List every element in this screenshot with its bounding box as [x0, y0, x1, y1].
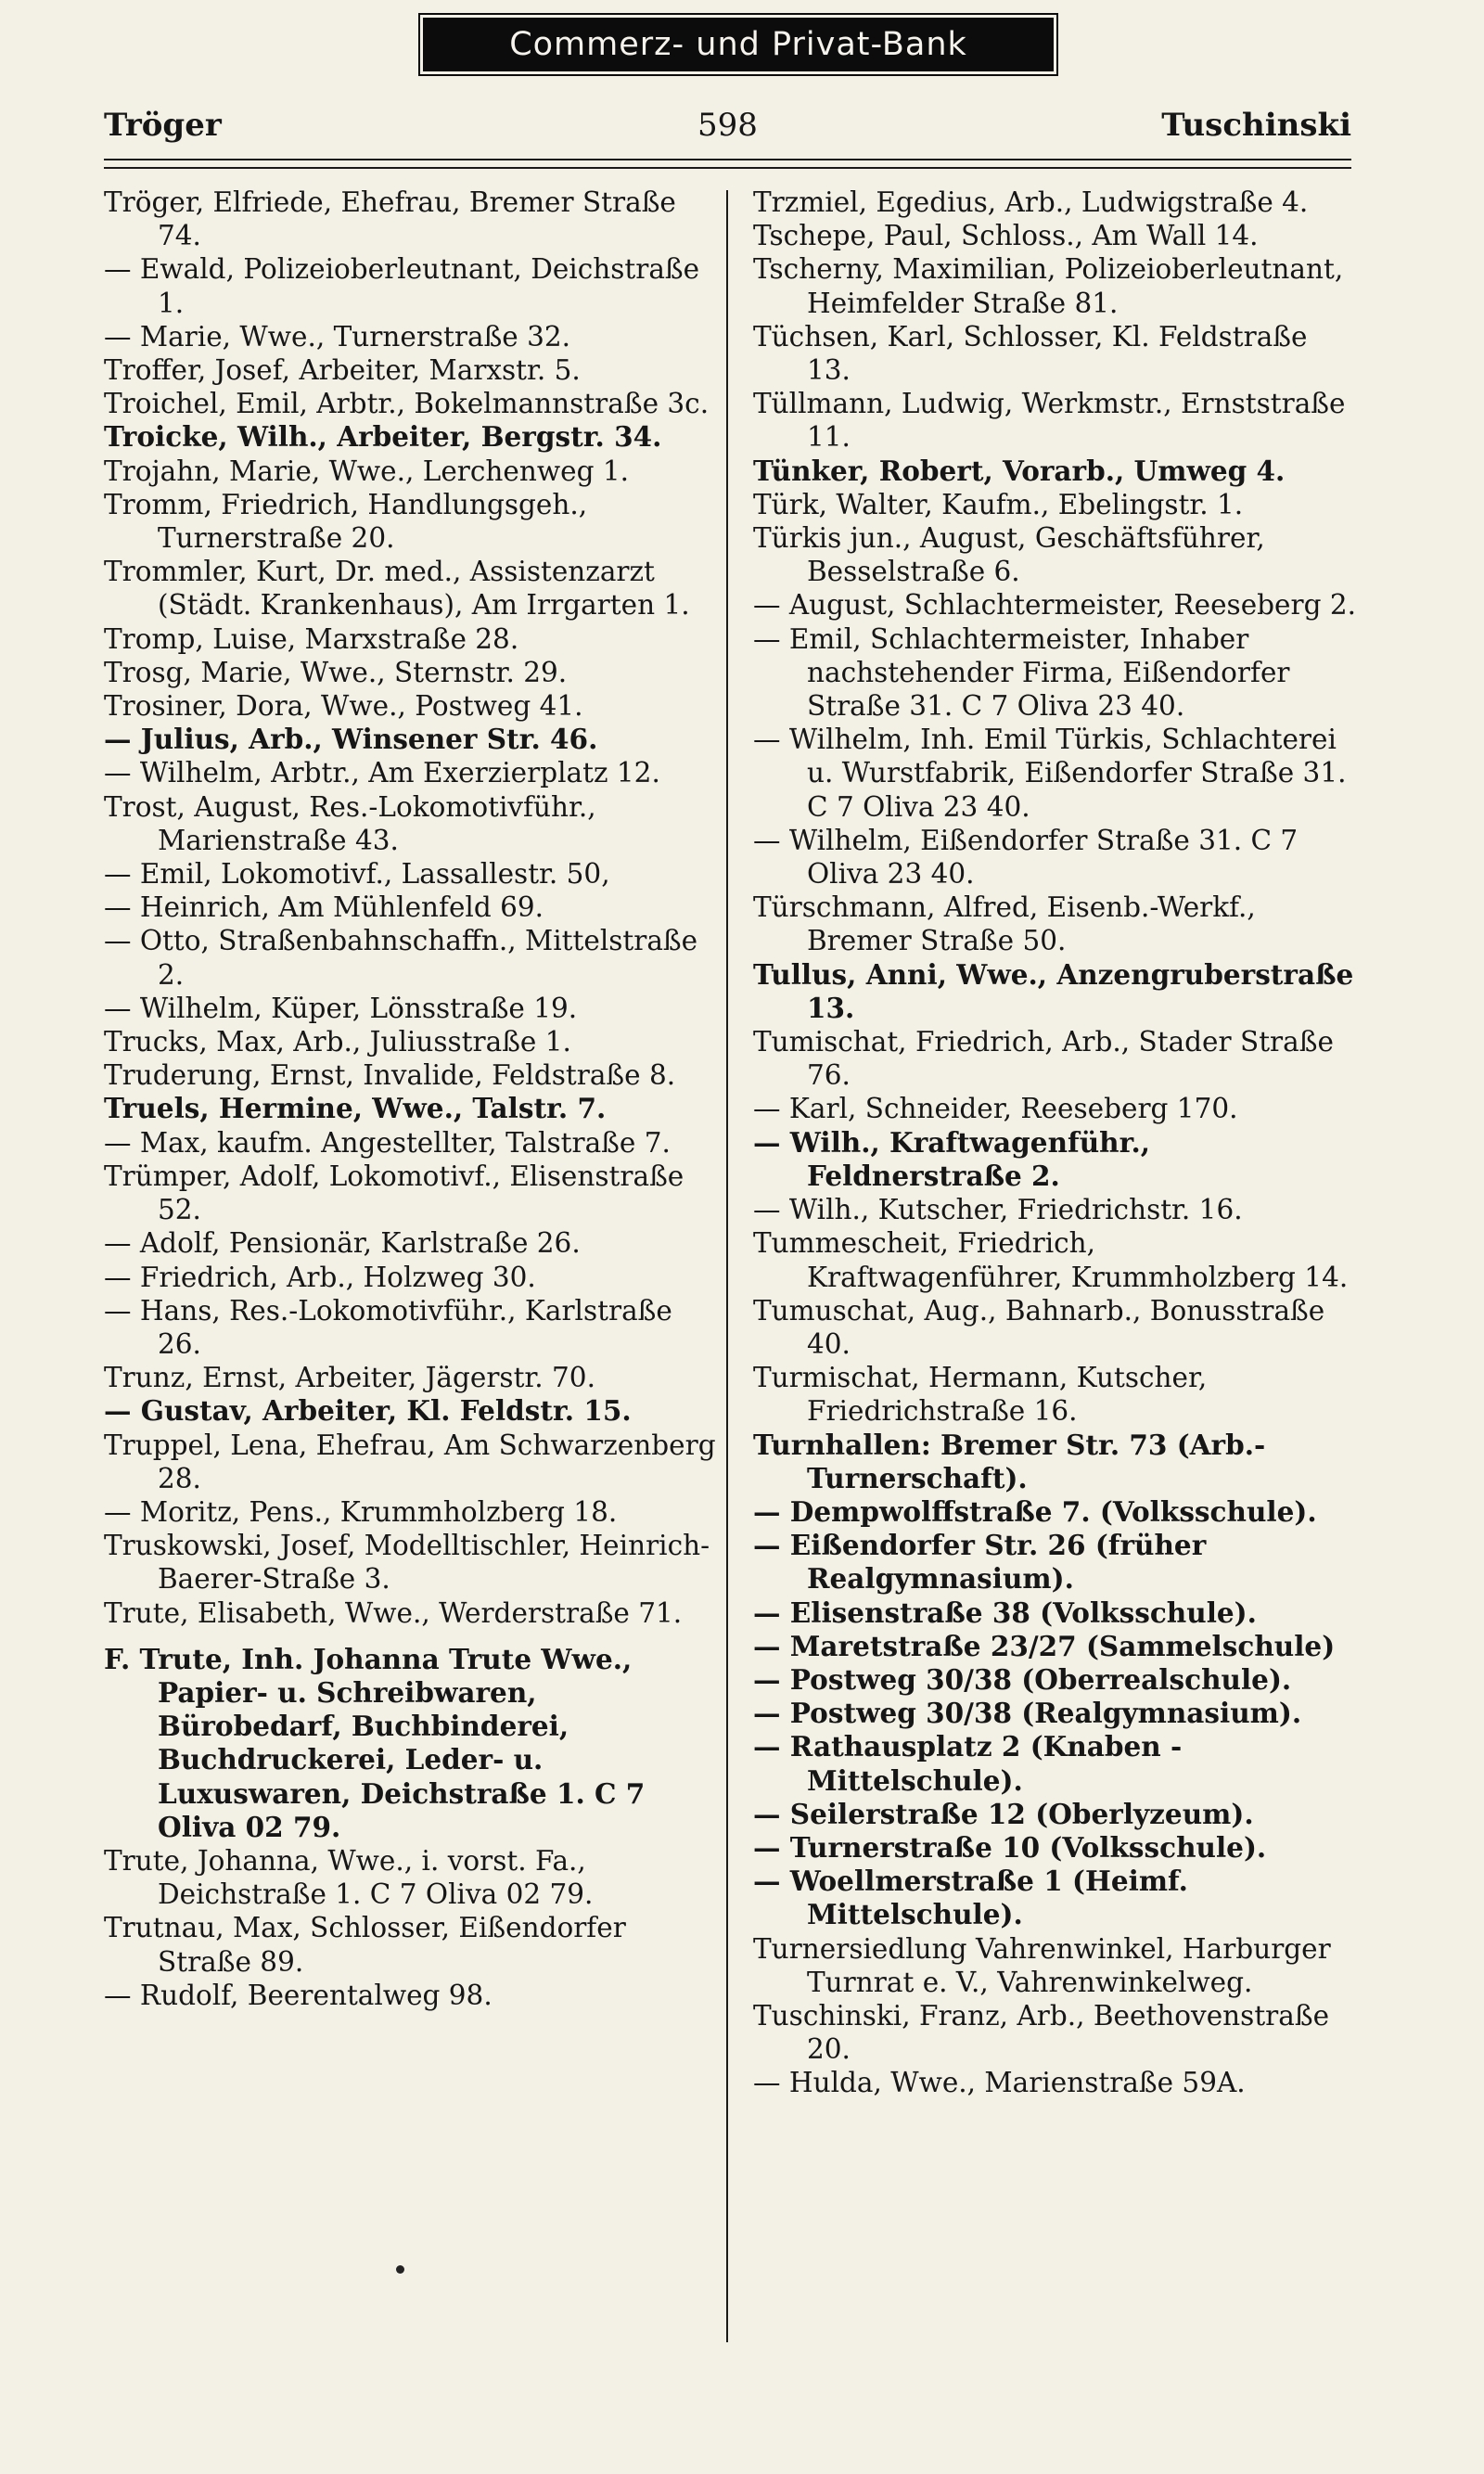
- directory-entry: Tromm, Friedrich, Handlungsgeh., Turnerstraße 20.: [104, 488, 588, 555]
- directory-entry: — Otto, Straßenbahnschaffn., Mittelstraße 2.: [104, 925, 698, 991]
- directory-entry: — Rudolf, Beerentalweg 98.: [104, 1979, 493, 2011]
- directory-entry: Tromp, Luise, Marxstraße 28.: [104, 622, 519, 655]
- header-first-entry: Tröger: [104, 107, 222, 144]
- directory-entry: — Ewald, Polizeioberleutnant, Deichstraße 1.: [104, 253, 700, 319]
- ink-dot: [396, 2265, 404, 2274]
- page-header: [104, 107, 1351, 151]
- directory-entry: Trojahn, Marie, Wwe., Lerchenweg 1.: [104, 455, 629, 487]
- directory-entry: — Wilhelm, Arbtr., Am Exerzierplatz 12.: [104, 757, 660, 789]
- directory-entry: Trosg, Marie, Wwe., Sternstr. 29.: [104, 656, 568, 688]
- directory-entry: — Rathausplatz 2 (Knaben - Mittelschule).: [753, 1730, 1183, 1797]
- directory-entry: — Wilh., Kraftwagenführ., Feldnerstraße 2.: [753, 1125, 1150, 1192]
- directory-entry: Troicke, Wilh., Arbeiter, Bergstr. 34.: [104, 420, 662, 454]
- header-rule-top: [104, 159, 1351, 160]
- directory-entry: Trucks, Max, Arb., Juliusstraße 1.: [104, 1026, 571, 1058]
- column-divider: [726, 190, 728, 2342]
- directory-entry: Trunz, Ernst, Arbeiter, Jägerstr. 70.: [104, 1362, 595, 1394]
- directory-entry: Truppel, Lena, Ehefrau, Am Schwarzenberg 28.: [104, 1429, 716, 1494]
- directory-entry: — Postweg 30/38 (Oberrealschule).: [753, 1662, 1292, 1696]
- directory-entry: — Emil, Lokomotivf., Lassallestr. 50,: [104, 858, 610, 891]
- directory-entry: Trümper, Adolf, Lokomotivf., Elisenstraße 52.: [104, 1160, 684, 1226]
- directory-entry: — Hulda, Wwe., Marienstraße 59A.: [753, 2067, 1246, 2099]
- directory-entry: — Gustav, Arbeiter, Kl. Feldstr. 15.: [104, 1394, 632, 1428]
- directory-entry: Trute, Johanna, Wwe., i. vorst. Fa., Deichstraße 1. C 7 Oliva 02 79.: [104, 1844, 594, 1911]
- directory-entry: — Moritz, Pens., Krummholzberg 18.: [104, 1495, 618, 1528]
- firm-entry: F. Trute, Inh. Johanna Trute Wwe., Papier- u. Schreibwaren, Bürobedarf, Buchbinderei, Buchdruckerei, Leder- u. Luxuswaren, Deichstraße 1. C 7 Oliva 02 79.: [104, 1642, 646, 1843]
- directory-entry: — Hans, Res.-Lokomotivführ., Karlstraße 26.: [104, 1294, 672, 1360]
- directory-entry: Trommler, Kurt, Dr. med., Assistenzarzt (Städt. Krankenhaus), Am Irrgarten 1.: [104, 556, 690, 622]
- directory-entry: Tröger, Elfriede, Ehefrau, Bremer Straße 74.: [104, 186, 676, 252]
- directory-entry: Turmischat, Hermann, Kutscher, Friedrichstraße 16.: [753, 1362, 1208, 1428]
- directory-entry: — Marie, Wwe., Turnerstraße 32.: [104, 320, 571, 353]
- directory-entry: — Woellmerstraße 1 (Heimf. Mittelschule).: [753, 1865, 1188, 1931]
- directory-entry: Truskowski, Josef, Modelltischler, Heinrich-Baerer-Straße 3.: [104, 1530, 710, 1596]
- directory-entry: Trute, Elisabeth, Wwe., Werderstraße 71.: [104, 1596, 683, 1629]
- directory-entry: — Seilerstraße 12 (Oberlyzeum).: [753, 1797, 1254, 1830]
- directory-entry: Turnersiedlung Vahrenwinkel, Harburger Turnrat e. V., Vahrenwinkelweg.: [753, 1932, 1331, 1998]
- directory-entry: — Eißendorfer Str. 26 (früher Realgymnasium).: [753, 1529, 1207, 1596]
- directory-entry: Tullus, Anni, Wwe., Anzengruberstraße 13.: [753, 957, 1354, 1024]
- page-number: 598: [697, 107, 758, 144]
- directory-entry: — August, Schlachtermeister, Reeseberg 2.: [753, 589, 1357, 622]
- directory-entry: Tumuschat, Aug., Bahnarb., Bonusstraße 40.: [753, 1294, 1325, 1360]
- directory-entry: Trzmiel, Egedius, Arb., Ludwigstraße 4.: [753, 186, 1309, 218]
- right-column: [753, 186, 1356, 2100]
- directory-entry: — Wilhelm, Eißendorfer Straße 31. C 7 Oliva 23 40.: [753, 824, 1298, 891]
- directory-entry: Tünker, Robert, Vorarb., Umweg 4.: [753, 454, 1286, 487]
- left-column: [104, 186, 718, 2012]
- directory-entry: — Max, kaufm. Angestellter, Talstraße 7.: [104, 1126, 671, 1159]
- directory-entry: Trutnau, Max, Schlosser, Eißendorfer Straße 89.: [104, 1912, 626, 1978]
- directory-entry: Troffer, Josef, Arbeiter, Marxstr. 5.: [104, 354, 581, 387]
- directory-entry: Trost, August, Res.-Lokomotivführ., Marienstraße 43.: [104, 790, 596, 856]
- directory-entry: — Elisenstraße 38 (Volksschule).: [753, 1596, 1257, 1629]
- directory-entry: Tüchsen, Karl, Schlosser, Kl. Feldstraße 13.: [753, 320, 1308, 387]
- directory-entry: Troichel, Emil, Arbtr., Bokelmannstraße 3c.: [104, 388, 710, 420]
- directory-entry: Tüllmann, Ludwig, Werkmstr., Ernststraße 11.: [753, 388, 1346, 454]
- directory-entry: Truels, Hermine, Wwe., Talstr. 7.: [104, 1092, 607, 1125]
- directory-entry: Tummescheit, Friedrich, Kraftwagenführer, Krummholzberg 14.: [753, 1227, 1349, 1293]
- directory-entry: Truderung, Ernst, Invalide, Feldstraße 8.: [104, 1059, 676, 1092]
- directory-entry: — Wilh., Kutscher, Friedrichstr. 16.: [753, 1194, 1243, 1226]
- directory-entry: — Friedrich, Arb., Holzweg 30.: [104, 1261, 536, 1293]
- directory-entry: Trosiner, Dora, Wwe., Postweg 41.: [104, 690, 583, 723]
- directory-entry: — Julius, Arb., Winsener Str. 46.: [104, 723, 598, 756]
- directory-entry: — Maretstraße 23/27 (Sammelschule): [753, 1629, 1336, 1662]
- directory-entry: Tumischat, Friedrich, Arb., Stader Straße 76.: [753, 1026, 1334, 1092]
- directory-entry: Tschepe, Paul, Schloss., Am Wall 14.: [753, 220, 1259, 252]
- directory-entry: — Karl, Schneider, Reeseberg 170.: [753, 1093, 1238, 1125]
- directory-entry: Tuschinski, Franz, Arb., Beethovenstraße 20.: [753, 1999, 1330, 2066]
- directory-entry: — Wilhelm, Inh. Emil Türkis, Schlachterei u. Wurstfabrik, Eißendorfer Straße 31. C 7 Oliva 23 40.: [753, 724, 1347, 823]
- directory-entry: — Adolf, Pensionär, Karlstraße 26.: [104, 1227, 581, 1260]
- directory-entry: — Emil, Schlachtermeister, Inhaber nachstehender Firma, Eißendorfer Straße 31. C 7 Oliva 23 40.: [753, 622, 1290, 723]
- directory-entry: — Dempwolffstraße 7. (Volksschule).: [753, 1494, 1317, 1528]
- header-rule-bottom: [104, 167, 1351, 169]
- directory-entry: Türschmann, Alfred, Eisenb.-Werkf., Bremer Straße 50.: [753, 891, 1256, 957]
- directory-entry: Türk, Walter, Kaufm., Ebelingstr. 1.: [753, 488, 1244, 520]
- directory-entry: — Postweg 30/38 (Realgymnasium).: [753, 1697, 1302, 1730]
- directory-entry: Turnhallen: Bremer Str. 73 (Arb.-Turnerschaft).: [753, 1428, 1266, 1494]
- directory-entry: — Heinrich, Am Mühlenfeld 69.: [104, 891, 544, 924]
- directory-entry: Türkis jun., August, Geschäftsführer, Besselstraße 6.: [753, 522, 1265, 588]
- directory-entry: — Turnerstraße 10 (Volksschule).: [753, 1830, 1267, 1864]
- directory-entry: Tscherny, Maximilian, Polizeioberleutnant, Heimfelder Straße 81.: [753, 253, 1344, 319]
- bank-banner: Commerz- und Privat-Bank: [423, 18, 1054, 71]
- header-last-entry: Tuschinski: [1161, 107, 1351, 144]
- directory-entry: — Wilhelm, Küper, Lönsstraße 19.: [104, 992, 578, 1024]
